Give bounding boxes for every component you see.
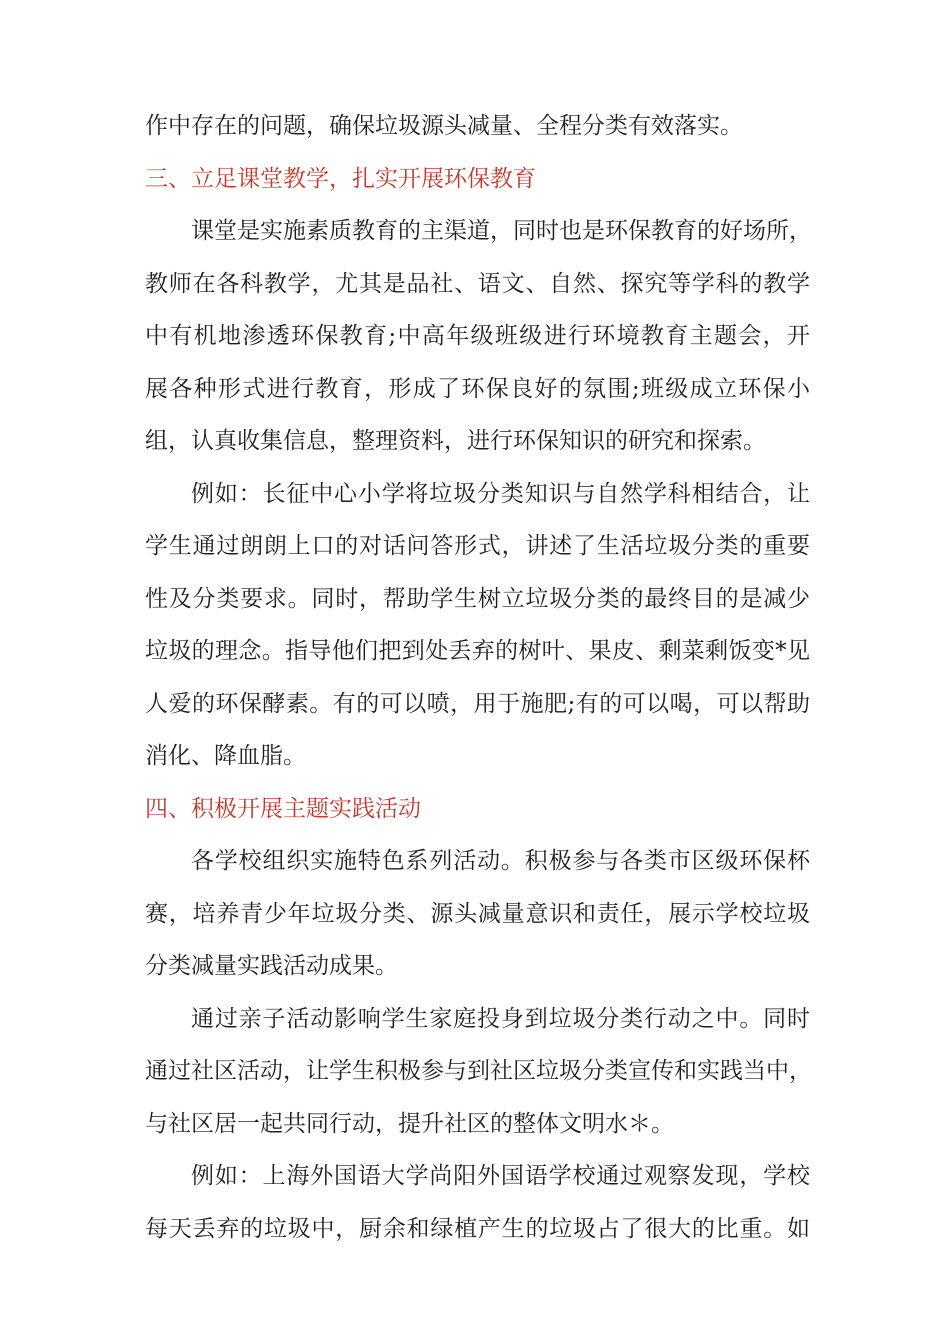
section-heading-3: 三、立足课堂教学，扎实开展环保教育 [145, 165, 536, 192]
paragraph-line: 教师在各科教学，尤其是品社、语文、自然、探究等学科的教学 [145, 270, 810, 297]
paragraph-line: 展各种形式进行教育，形成了环保良好的氛围;班级成立环保小 [145, 375, 810, 402]
paragraph-line: 性及分类要求。同时，帮助学生树立垃圾分类的最终目的是减少 [145, 585, 810, 612]
paragraph-line: 通过社区活动，让学生积极参与到社区垃圾分类宣传和实践当中， [145, 1058, 812, 1084]
continuation-line: 作中存在的问题，确保垃圾源头减量、全程分类有效落实。 [145, 113, 743, 139]
paragraph [145, 468, 810, 783]
paragraph-line: 人爱的环保酵素。有的可以喷，用于施肥;有的可以喝，可以帮助 [145, 690, 810, 717]
paragraph [145, 1150, 810, 1255]
document-body [145, 100, 810, 1255]
paragraph-line: 分类减量实践活动成果。 [145, 953, 398, 979]
paragraph-line: 各学校组织实施特色系列活动。积极参与各类市区级环保杯 [191, 848, 810, 874]
paragraph-line: 中有机地渗透环保教育;中高年级班级进行环境教育主题会，开 [145, 323, 810, 349]
paragraph-line: 课堂是实施素质教育的主渠道，同时也是环保教育的好场所， [191, 218, 812, 244]
paragraph-line: 赛，培养青少年垃圾分类、源头减量意识和责任，展示学校垃圾 [145, 900, 810, 927]
paragraph [145, 993, 810, 1151]
paragraph-line: 与社区居一起共同行动，提升社区的整体文明水＊。 [145, 1110, 674, 1137]
paragraph [145, 835, 810, 993]
paragraph-line: 垃圾的理念。指导他们把到处丢弃的树叶、果皮、剩菜剩饭变*见 [145, 638, 810, 664]
paragraph-line: 例如：长征中心小学将垃圾分类知识与自然学科相结合，让 [191, 480, 810, 507]
paragraph-line: 消化、降血脂。 [145, 743, 306, 769]
paragraph-line: 通过亲子活动影响学生家庭投身到垃圾分类行动之中。同时 [191, 1005, 810, 1032]
paragraph-line: 组，认真收集信息，整理资料，进行环保知识的研究和探索。 [145, 428, 766, 454]
paragraph-line: 每天丢弃的垃圾中，厨余和绿植产生的垃圾占了很大的比重。如 [145, 1215, 810, 1242]
paragraph-line: 学生通过朗朗上口的对话问答形式，讲述了生活垃圾分类的重要 [145, 533, 810, 559]
paragraph [145, 205, 810, 468]
section-heading-4: 四、积极开展主题实践活动 [145, 795, 421, 822]
paragraph-line: 例如：上海外国语大学尚阳外国语学校通过观察发现，学校 [191, 1163, 810, 1189]
